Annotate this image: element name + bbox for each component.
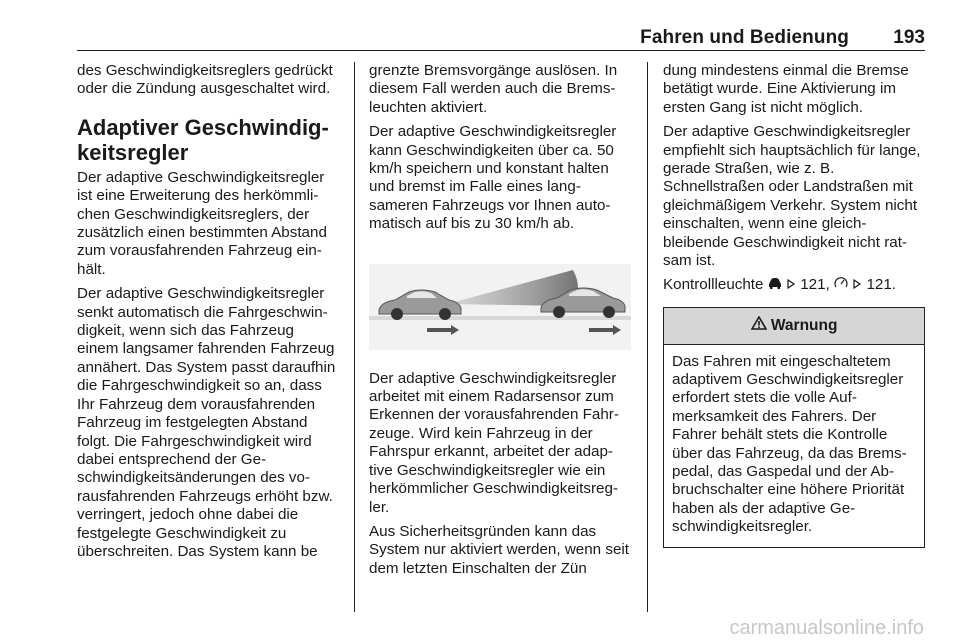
radar-illustration [369, 244, 631, 354]
paragraph: Aus Sicherheitsgründen kann das System nur aktiviert werden, wenn seit dem letzten Einschalten der Zün [369, 522, 629, 577]
paragraph: grenzte Bremsvorgänge auslösen. In diesem Fall werden auch die Bremsleuchten aktiviert. [369, 62, 618, 116]
paragraph: Der adaptive Geschwindigkeitsregler kann Geschwindigkeiten über ca. 50 km/h speichern und konstant halten und bremst im Falle eines langsameren Fahrzeugs vor Ihnen automatisch auf bis zu 30 km/h ab. [369, 123, 617, 233]
column-divider [354, 62, 355, 612]
column-3 [663, 62, 925, 548]
paragraph: Der adaptive Geschwindigkeitsregler ist eine Erweiterung des herkömmlichen Geschwindigkeitsreglers, der zusätzlich einen bestimmten Abstand zum vorausfahrenden Fahrzeug einhält. [77, 168, 327, 278]
paragraph: dung mindestens einmal die Bremse betätigt wurde. Eine Aktivierung im ersten Gang ist nicht möglich. [663, 62, 909, 116]
column-divider [647, 62, 648, 612]
warning-body [664, 345, 924, 547]
page-title: Fahren und Bedienung [640, 27, 849, 48]
paragraph: Der adaptive Geschwindigkeitsregler arbeitet mit einem Radarsensor zum Erkennen der vorausfahrenden Fahrzeuge. Wird kein Fahrzeug in der Fahrspur erkannt, arbeitet der adaptive Geschwindigkeitsregler wie ein herkömmlicher Geschwindigkeitsregler. [369, 369, 619, 516]
page-reference-link[interactable]: 121, [800, 276, 830, 294]
watermark: carmanualsonline.info [729, 617, 924, 639]
warning-header: Warnung [664, 308, 924, 344]
column-1 [77, 62, 339, 567]
paragraph: Der adaptive Geschwindigkeitsregler senkt automatisch die Fahrgeschwindigkeit, wenn sich das Fahrzeug einem langsamer fahrenden Fahrzeug annähert. Das System passt daraufhin die Fahrgeschwindigkeit so an, dass Ihr Fahrzeug dem vorausfahrenden Fahrzeug im festgelegten Abstand folgt. Die Fahrgeschwindigkeit wird dabei entsprechend der Geschwindigkeitsänderungen des vorausfahrenden Fahrzeugs erhöht bzw. verringert, jedoch ohne dabei die festgelegte Geschwindigkeit zu überschreiten. Das System kann be [77, 285, 336, 560]
paragraph: Der adaptive Geschwindigkeitsregler empfiehlt sich hauptsächlich für lange, gerade Straßen, wie z. B. Schnellstraßen oder Landstraßen mit gleichmäßigem Verkehr. System nicht einschalten, wenn eine gleichbleibende Geschwindigkeit nicht ratsam ist. [663, 123, 921, 270]
indicator-reference: Kontrollleuchte 121, 121. [663, 276, 897, 294]
section-heading: Adaptiver Geschwindigkeitsregler [77, 114, 329, 165]
triangle-ref-icon [852, 276, 862, 294]
warning-text: Das Fahren mit eingeschaltetem adaptivem Geschwindigkeitsregler erfordert stets die volle Aufmerksamkeit des Fahrers. Der Fahrer behält stets die Kontrolle über das Fahrzeug, da das Bremspedal, das Gaspedal und der Abbruchschalter eine höhere Priorität haben als der adaptive Geschwindigkeitsregler. [672, 352, 907, 536]
page-reference-link[interactable]: 121. [866, 276, 897, 294]
warning-box [663, 307, 925, 547]
car-indicator-icon [768, 276, 782, 294]
cruise-control-icon [834, 276, 848, 294]
page-header [77, 0, 925, 51]
column-2 [369, 62, 631, 584]
warning-triangle-icon [751, 316, 767, 335]
page-number: 193 [893, 27, 925, 48]
triangle-ref-icon [786, 276, 796, 294]
paragraph: des Geschwindigkeitsreglers gedrückt oder die Zündung ausgeschaltet wird. [77, 62, 333, 98]
